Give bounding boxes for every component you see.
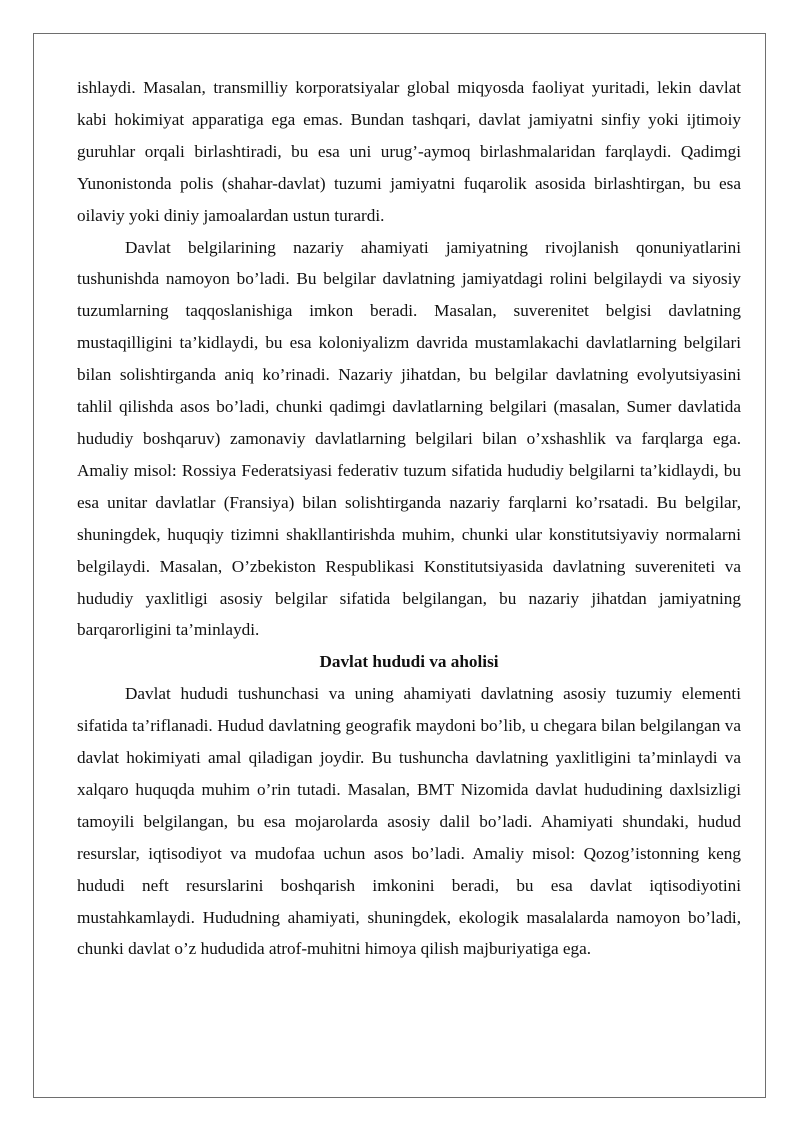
paragraph-territory-concept: Davlat hududi tushunchasi va uning ahamiyati davlatning asosiy tuzumiy elementi sifatida ta’riflanadi. Hudud davlatning geografik maydoni bo’lib, u chegara bilan belgilangan va davlat hokimiyati amal qiladigan joydir. Bu tushuncha davlatning yaxlitligini ta’minlaydi va xalqaro huquqda muhim o’rin tutadi. Masalan, BMT Nizomida davlat hududining daxlsizligi tamoyili belgilangan, bu esa mojarolarda asosiy dalil bo’ladi. Ahamiyati shundaki, hudud resurslar, iqtisodiyot va mudofaa uchun asos bo’ladi. Amaliy misol: Qozog’istonning keng hududi neft resurslarini boshqarish imkonini beradi, bu esa davlat iqtisodiyotini mustahkamlaydi. Hududning ahamiyati, shuningdek, ekologik masalalarda namoyon bo’ladi, chunki davlat o’z hududida atrof-muhitni himoya qilish majburiyatiga ega. [77,684,741,959]
paragraph-theoretical-significance: Davlat belgilarining nazariy ahamiyati jamiyatning rivojlanish qonuniyatlarini tushunishda namoyon bo’ladi. Bu belgilar davlatning jamiyatdagi rolini belgilaydi va siyosiy tuzumlarning taqqoslanishiga imkon beradi. Masalan, suverenitet belgisi davlatning mustaqilligini ta’kidlaydi, bu esa koloniyalizm davrida mustamlakachi davlatlarning belgilari bilan solishtirganda aniq ko’rinadi. Nazariy jihatdan, bu belgilar davlatning evolyutsiyasini tahlil qilishda asos bo’ladi, chunki qadimgi davlatlarning belgilari (masalan, Sumer davlatida hududiy boshqaruv) zamonaviy davlatlarning belgilari bilan o’xshashlik va farqlarga ega. Amaliy misol: Rossiya Federatsiyasi federativ tuzum sifatida hududiy belgilarni ta’kidlaydi, bu esa unitar davlatlar (Fransiya) bilan solishtirganda nazariy farqlarni ko’rsatadi. Bu belgilar, shuningdek, huquqiy tizimni shakllantirishda muhim, chunki ular konstitutsiyaviy normalarni belgilaydi. Masalan, O’zbekiston Respublikasi Konstitutsiyasida davlatning suvereniteti va hududiy yaxlitligi asosiy belgilar sifatida belgilangan, bu nazariy jihatdan jamiyatning barqarorligini ta’minlaydi. [77,237,741,640]
section-heading: Davlat hududi va aholisi [319,652,499,672]
paragraph-continuation: ishlaydi. Masalan, transmilliy korporatsiyalar global miqyosda faoliyat yuritadi, lekin davlat kabi hokimiyat apparatiga ega emas. Bundan tashqari, davlat jamiyatni sinfiy yoki ijtimoiy guruhlar orqali birlashtiradi, bu esa uni urug’-aymoq birlashmalaridan farqlaydi. Qadimgi Yunonistonda polis (shahar-davlat) tuzumi jamiyatni fuqarolik asosida birlashtirgan, bu esa oilaviy yoki diniy jamoalardan ustun turardi. [77,78,741,225]
document-body [77,72,741,965]
